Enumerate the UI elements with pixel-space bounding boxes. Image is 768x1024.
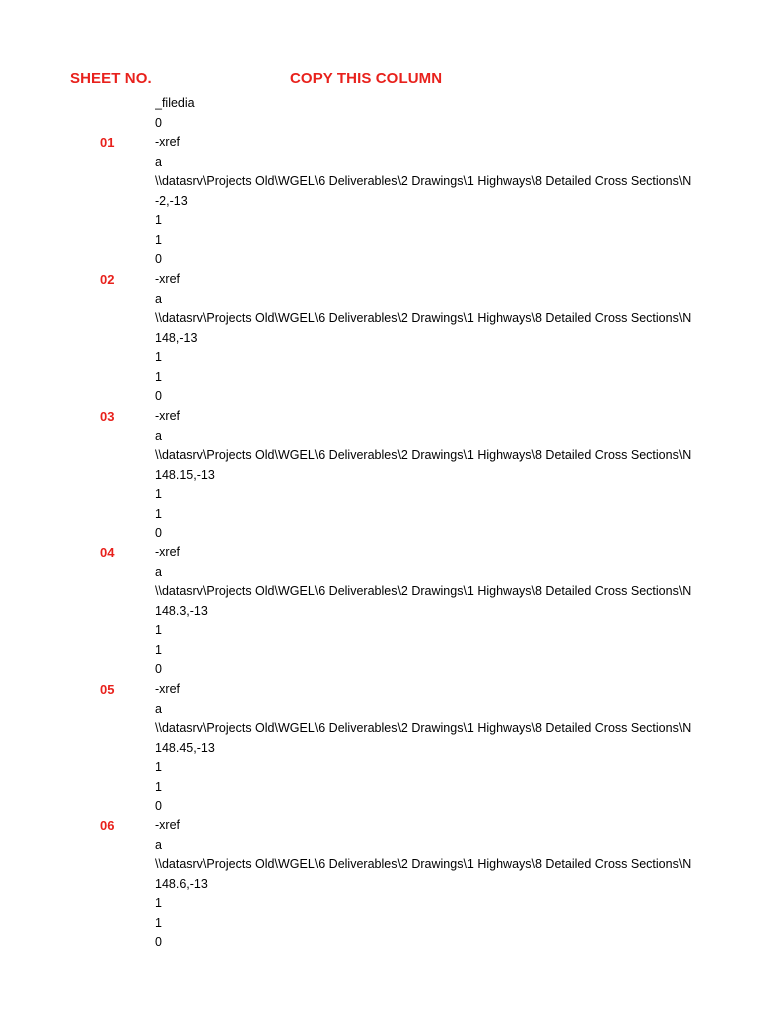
sheet-group-06 xyxy=(0,816,768,953)
command-line: 0 xyxy=(155,935,162,949)
command-lines xyxy=(155,680,697,817)
sheet-number: 06 xyxy=(100,818,115,833)
command-line: 0 xyxy=(155,526,162,540)
coordinate-line: 148.6,-13 xyxy=(155,876,208,891)
command-line: a xyxy=(155,428,162,443)
coordinate-line: -2,-13 xyxy=(155,193,188,208)
command-line: 0 xyxy=(155,389,162,403)
sheet-group-05 xyxy=(0,680,768,817)
command-line: 0 xyxy=(155,662,162,676)
command-lines xyxy=(155,543,697,680)
sheet-number: 05 xyxy=(100,682,115,697)
command-line: 1 xyxy=(155,760,162,774)
sheet-number: 04 xyxy=(100,545,115,560)
command-line: -xref xyxy=(155,135,180,149)
command-lines xyxy=(155,816,697,953)
command-lines xyxy=(155,133,697,270)
command-line: 0 xyxy=(155,252,162,266)
file-path-line: \\datasrv\Projects Old\WGEL\6 Deliverables\2 Drawings\1 Highways\8 Detailed Cross Sections\N xyxy=(155,721,692,735)
file-path-line: \\datasrv\Projects Old\WGEL\6 Deliverables\2 Drawings\1 Highways\8 Detailed Cross Sections\N xyxy=(155,311,692,325)
file-path-line: \\datasrv\Projects Old\WGEL\6 Deliverables\2 Drawings\1 Highways\8 Detailed Cross Sections\N xyxy=(155,584,692,598)
command-line: a xyxy=(155,701,162,716)
command-line: 0 xyxy=(155,799,162,813)
command-line: -xref xyxy=(155,272,180,286)
command-line: 1 xyxy=(155,506,162,521)
sheet-group-01 xyxy=(0,133,768,270)
command-line: -xref xyxy=(155,682,180,696)
sheet-number: 01 xyxy=(100,135,115,150)
coordinate-line: 148.45,-13 xyxy=(155,740,215,755)
command-line: 1 xyxy=(155,642,162,657)
command-line: -xref xyxy=(155,409,180,423)
command-line: 1 xyxy=(155,369,162,384)
command-line: 1 xyxy=(155,213,162,227)
file-path-line: \\datasrv\Projects Old\WGEL\6 Deliverables\2 Drawings\1 Highways\8 Detailed Cross Sections\N xyxy=(155,857,692,871)
command-line: -xref xyxy=(155,545,180,559)
coordinate-line: 148.3,-13 xyxy=(155,603,208,618)
intro-line: 0 xyxy=(155,115,162,130)
coordinate-line: 148,-13 xyxy=(155,330,198,345)
sheet-group-02 xyxy=(0,270,768,407)
command-line: 1 xyxy=(155,232,162,247)
file-path-line: \\datasrv\Projects Old\WGEL\6 Deliverables\2 Drawings\1 Highways\8 Detailed Cross Sections\N xyxy=(155,448,692,462)
sheet-group-03 xyxy=(0,407,768,544)
file-path-line: \\datasrv\Projects Old\WGEL\6 Deliverables\2 Drawings\1 Highways\8 Detailed Cross Sections\N xyxy=(155,174,692,188)
copy-this-column-header: COPY THIS COLUMN xyxy=(290,70,443,87)
command-lines xyxy=(155,407,697,544)
command-line: 1 xyxy=(155,915,162,930)
command-line: 1 xyxy=(155,779,162,794)
sheet-group-04 xyxy=(0,543,768,680)
command-line: a xyxy=(155,291,162,306)
command-line: 1 xyxy=(155,623,162,637)
command-line: a xyxy=(155,837,162,852)
sheet-number: 02 xyxy=(100,272,115,287)
command-line: a xyxy=(155,564,162,579)
command-line: 1 xyxy=(155,896,162,910)
command-line: a xyxy=(155,154,162,169)
command-line: 1 xyxy=(155,487,162,501)
command-lines xyxy=(155,270,697,407)
command-line: 1 xyxy=(155,350,162,364)
command-line: -xref xyxy=(155,818,180,832)
intro-line: _filedia xyxy=(155,96,195,110)
sheet-number: 03 xyxy=(100,409,115,424)
coordinate-line: 148.15,-13 xyxy=(155,467,215,482)
sheet-no-header: SHEET NO. xyxy=(70,70,152,87)
intro-block xyxy=(155,94,697,133)
